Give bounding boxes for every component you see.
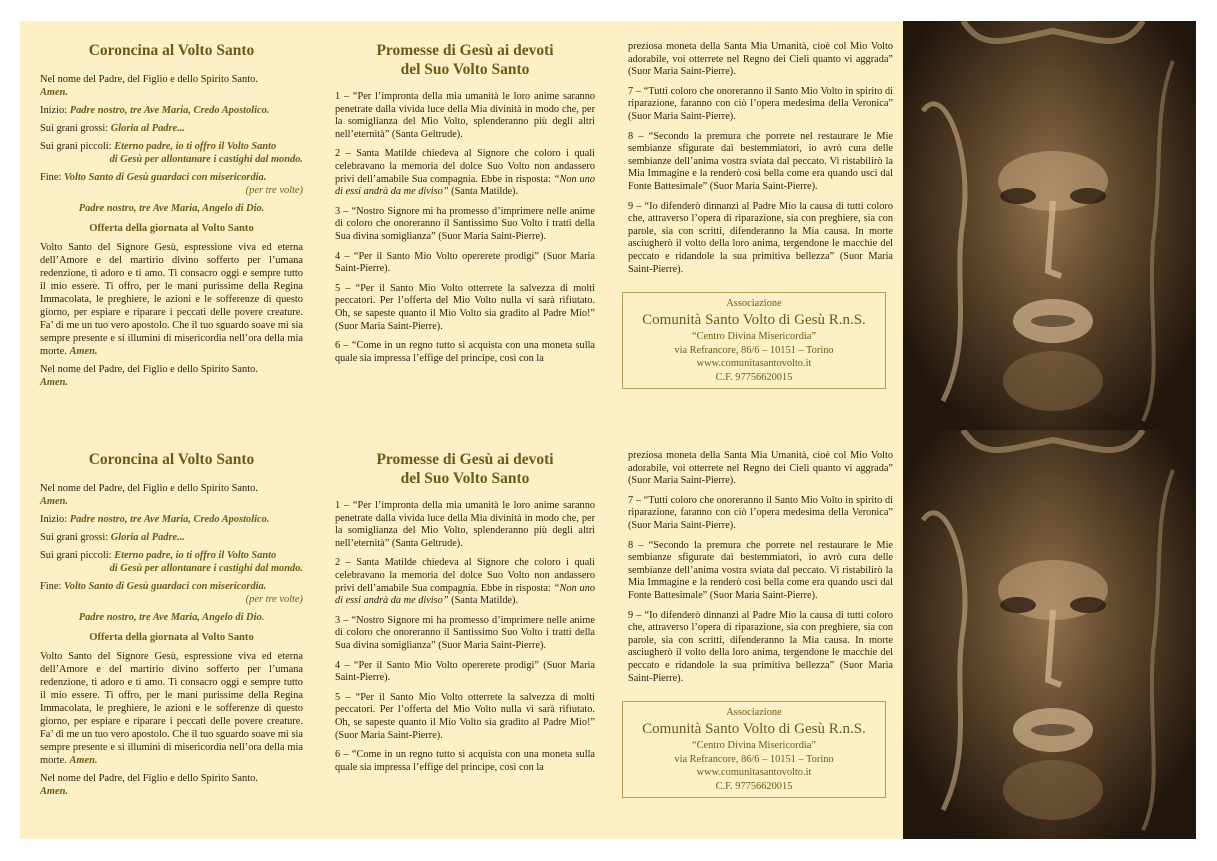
holy-face-image [903,430,1196,839]
offerta-amen: Amen. [69,346,98,357]
promessa-6-cont: preziosa moneta della Santa Mia Umanità, cioè col Mio Volto adorabile, voi otterrete nel Regno dei Cieli quanto vi aggrada” (Suor Maria Saint-Pierre). [628,41,893,78]
promessa-5: 5 – “Per il Santo Mio Volto otterrete la salvezza di molti peccatori. Per l’offerta del Mio Volto nulla vi sarà rifiutato. Oh, se sapeste quanto il Mio Volto sia gradito al Padre Mio!” (Suor Maria Saint-Pierre). [335,282,595,332]
piccoli-text-cont: di Gesù per allontanare i castighi dal mondo. [109,154,303,165]
promessa-2-quote: “Non uno di essi andrà da me diviso” [335,173,595,198]
coroncina-column [20,21,317,430]
associazione-label: Associazione [726,707,782,719]
associazione-cf: C.F. 97756620015 [715,780,793,792]
associazione-cf: C.F. 97756620015 [715,371,793,383]
piccoli-line [40,549,303,562]
promessa-2-source: (Santa Matilde). [448,595,519,607]
grossi-line [40,122,303,135]
holy-face-image [903,21,1196,430]
promessa-6: 6 – “Come in un regno tutto si acquista con una moneta sulla quale sia impressa l’effige del principe, così con la [335,340,595,364]
promessa-2 [335,557,595,607]
promessa-6: 6 – “Come in un regno tutto si acquista con una moneta sulla quale sia impressa l’effige del principe, così con la [335,749,595,773]
promesse-title-line2: del Suo Volto Santo [400,61,530,78]
amen: Amen. [40,87,69,98]
inizio-text: Padre nostro, tre Ave Maria, Credo Apostolico. [69,514,270,525]
inizio-line [40,104,303,117]
promessa-6-cont: preziosa moneta della Santa Mia Umanità, cioè col Mio Volto adorabile, voi otterrete nel Regno dei Cieli quanto vi aggrada” (Suor Maria Saint-Pierre). [628,450,893,487]
amen: Amen. [40,496,69,507]
promessa-2-text: 2 – Santa Matilde chiedeva al Signore che coloro i quali celebravano la memoria del dolce Suo Volto non andassero privi dell’amabile Sua compagnia. Ebbe in risposta: [335,148,595,185]
promesse-column-1 [317,430,605,839]
promessa-3: 3 – “Nostro Signore mi ha promesso d’imprimere nelle anime di coloro che onoreranno il Santissimo Suo Volto i tratti della Sua divina somiglianza” (Suor Maria Saint-Pierre). [335,614,595,651]
promessa-1: 1 – “Per l’impronta della mia umanità le loro anime saranno penetrate dalla vivida luce della Mia divinità in modo che, per la somiglianza del Mio Volto, splenderanno più degli altri nell’eternità” (Santa Geltrude). [335,500,595,549]
fine-line [40,580,303,593]
promessa-7: 7 – “Tutti coloro che onoreranno il Santo Mio Volto in spirito di riparazione, faranno con ciò l’opera medesima della Veronica” (Suor Maria Saint-Pierre). [628,494,893,531]
fine-line [40,171,303,184]
piccoli-line [40,140,303,153]
promessa-4: 4 – “Per il Santo Mio Volto opererete prodigi” (Suor Maria Saint-Pierre). [335,659,595,684]
grossi-line [40,531,303,544]
holy-face-icon [903,21,1196,430]
card-bottom [20,430,1196,839]
fine-text: Volto Santo di Gesù guardaci con misericordia. [63,581,267,592]
promesse-column-1 [317,21,605,430]
inizio-label: Inizio: [40,514,68,525]
prayer-card-sheet [20,21,1196,839]
promessa-7: 7 – “Tutti coloro che onoreranno il Santo Mio Volto in spirito di riparazione, faranno con ciò l’opera medesima della Veronica” (Suor Maria Saint-Pierre). [628,85,893,122]
promessa-8: 8 – “Secondo la premura che porrete nel restaurare le Mie sembianze sfigurate dai bestemmiatori, io avrò cura delle sembianze dell’anima vostra sviata dal peccato. Vi ristabilirò la Mia Immagine e la renderò così bella come era quando uscì dal Fonte Battesimale” (Suor Maria Saint-Pierre). [628,539,893,601]
fine-label: Fine: [40,581,62,592]
promessa-9: 9 – “Io difenderò dinnanzi al Padre Mio la causa di tutti coloro che, attraverso l’opera di riparazione, sia con preghiere, sia con parole, sia con scritti, difenderanno la Mia causa. In morte asciugherò il volto della loro anima, tergendone le macchie del peccato e ridandole la sua primitiva bellezza” (Suor Maria Saint-Pierre). [628,609,893,684]
opening-line: Nel nome del Padre, del Figlio e dello Spirito Santo. [40,483,258,494]
grossi-text: Gloria al Padre... [110,123,185,134]
closing-line: Nel nome del Padre, del Figlio e dello Spirito Santo. [40,773,258,784]
grossi-label: Sui grani grossi: [40,532,109,543]
promessa-2-quote: “Non uno di essi andrà da me diviso” [335,582,595,607]
piccoli-text: Eterno padre, io ti offro il Volto Santo [114,141,277,152]
promessa-9: 9 – “Io difenderò dinnanzi al Padre Mio la causa di tutti coloro che, attraverso l’opera di riparazione, sia con preghiere, sia con parole, sia con scritti, difenderanno la Mia causa. In morte asciugherò il volto della loro anima, tergendone le macchie del peccato e ridandole la sua primitiva bellezza” (Suor Maria Saint-Pierre). [628,200,893,275]
associazione-box [622,292,886,389]
associazione-address: via Refrancore, 86/6 – 10151 – Torino [674,753,834,765]
promessa-1: 1 – “Per l’impronta della mia umanità le loro anime saranno penetrate dalla vivida luce della Mia divinità in modo che, per la somiglianza del Mio Volto, splenderanno più degli altri nell’eternità” (Santa Geltrude). [335,91,595,140]
fine-label: Fine: [40,172,62,183]
offerta-amen: Amen. [69,755,98,766]
promessa-5: 5 – “Per il Santo Mio Volto otterrete la salvezza di molti peccatori. Per l’offerta del Mio Volto nulla vi sarà rifiutato. Oh, se sapeste quanto il Mio Volto sia gradito al Padre Mio!” (Suor Maria Saint-Pierre). [335,691,595,741]
promessa-2 [335,148,595,198]
holy-face-icon [903,430,1196,839]
promessa-3: 3 – “Nostro Signore mi ha promesso d’imprimere nelle anime di coloro che onoreranno il Santissimo Suo Volto i tratti della Sua divina somiglianza” (Suor Maria Saint-Pierre). [335,205,595,242]
associazione-name: Comunità Santo Volto di Gesù R.n.S. [642,312,866,329]
offerta-body: Volto Santo del Signore Gesù, espressione viva ed eterna dell’Amore e del martirio divino sofferto per l’umana redenzione, ti adoro e ti amo. Ti consacro oggi e sempre tutto il mio essere. Ti offro, per le mani purissime della Regina Immacolata, le preghiere, le azioni e le sofferenze di questo giorno, per espiare e riparare i peccati delle povere creature. Fa’ di me un tuo vero apostolo. Che il tuo sguardo soave mi sia sempre presente e si illumini di misericordia nell’ora della mia morte. [40,242,303,357]
inizio-label: Inizio: [40,105,68,116]
promessa-8: 8 – “Secondo la premura che porrete nel restaurare le Mie sembianze sfigurate dai bestemmiatori, io avrò cura delle sembianze dell’anima vostra sviata dal peccato. Vi ristabilirò la Mia Immagine e la renderò così bella come era quando uscì dal Fonte Battesimale” (Suor Maria Saint-Pierre). [628,130,893,192]
piccoli-text-cont: di Gesù per allontanare i castighi dal mondo. [109,563,303,574]
offerta-text [40,650,303,767]
fine-text: Volto Santo di Gesù guardaci con misericordia. [63,172,267,183]
per-tre-volte: (per tre volte) [245,185,303,196]
inizio-line [40,513,303,526]
grossi-label: Sui grani grossi: [40,123,109,134]
coroncina-title: Coroncina al Volto Santo [88,451,255,468]
padre-nostro-line: Padre nostro, tre Ave Maria, Angelo di Dio. [78,612,265,623]
offerta-text [40,241,303,358]
promesse-title [335,450,595,488]
coroncina-column [20,430,317,839]
per-tre-volte: (per tre volte) [245,594,303,605]
offerta-title: Offerta della giornata al Volto Santo [89,223,254,234]
promessa-4: 4 – “Per il Santo Mio Volto opererete prodigi” (Suor Maria Saint-Pierre). [335,250,595,275]
closing-amen: Amen. [40,786,69,797]
promesse-title-line1: Promesse di Gesù ai devoti [376,42,554,59]
promessa-2-source: (Santa Matilde). [448,186,519,198]
piccoli-label: Sui grani piccoli: [40,141,112,152]
inizio-text: Padre nostro, tre Ave Maria, Credo Apostolico. [69,105,270,116]
piccoli-text: Eterno padre, io ti offro il Volto Santo [114,550,277,561]
promessa-2-text: 2 – Santa Matilde chiedeva al Signore che coloro i quali celebravano la memoria del dolce Suo Volto non andassero privi dell’amabile Sua compagnia. Ebbe in risposta: [335,557,595,594]
associazione-website[interactable]: www.comunitasantovolto.it [696,767,812,779]
card-top [20,21,1196,430]
associazione-centro: “Centro Divina Misericordia” [691,740,817,752]
associazione-address: via Refrancore, 86/6 – 10151 – Torino [674,344,834,356]
promesse-column-2 [605,430,903,839]
padre-nostro-line: Padre nostro, tre Ave Maria, Angelo di Dio. [78,203,265,214]
associazione-name: Comunità Santo Volto di Gesù R.n.S. [642,721,866,738]
associazione-label: Associazione [726,298,782,310]
offerta-title: Offerta della giornata al Volto Santo [89,632,254,643]
associazione-box [622,701,886,798]
opening-line: Nel nome del Padre, del Figlio e dello Spirito Santo. [40,74,258,85]
associazione-website[interactable]: www.comunitasantovolto.it [696,358,812,370]
piccoli-label: Sui grani piccoli: [40,550,112,561]
closing-line: Nel nome del Padre, del Figlio e dello Spirito Santo. [40,364,258,375]
offerta-body: Volto Santo del Signore Gesù, espressione viva ed eterna dell’Amore e del martirio divino sofferto per l’umana redenzione, ti adoro e ti amo. Ti consacro oggi e sempre tutto il mio essere. Ti offro, per le mani purissime della Regina Immacolata, le preghiere, le azioni e le sofferenze di questo giorno, per espiare e riparare i peccati delle povere creature. Fa’ di me un tuo vero apostolo. Che il tuo sguardo soave mi sia sempre presente e si illumini di misericordia nell’ora della mia morte. [40,651,303,766]
promesse-title [335,41,595,79]
promesse-title-line2: del Suo Volto Santo [400,470,530,487]
grossi-text: Gloria al Padre... [110,532,185,543]
coroncina-title: Coroncina al Volto Santo [88,42,255,59]
associazione-centro: “Centro Divina Misericordia” [691,331,817,343]
promesse-column-2 [605,21,903,430]
closing-amen: Amen. [40,377,69,388]
promesse-title-line1: Promesse di Gesù ai devoti [376,451,554,468]
